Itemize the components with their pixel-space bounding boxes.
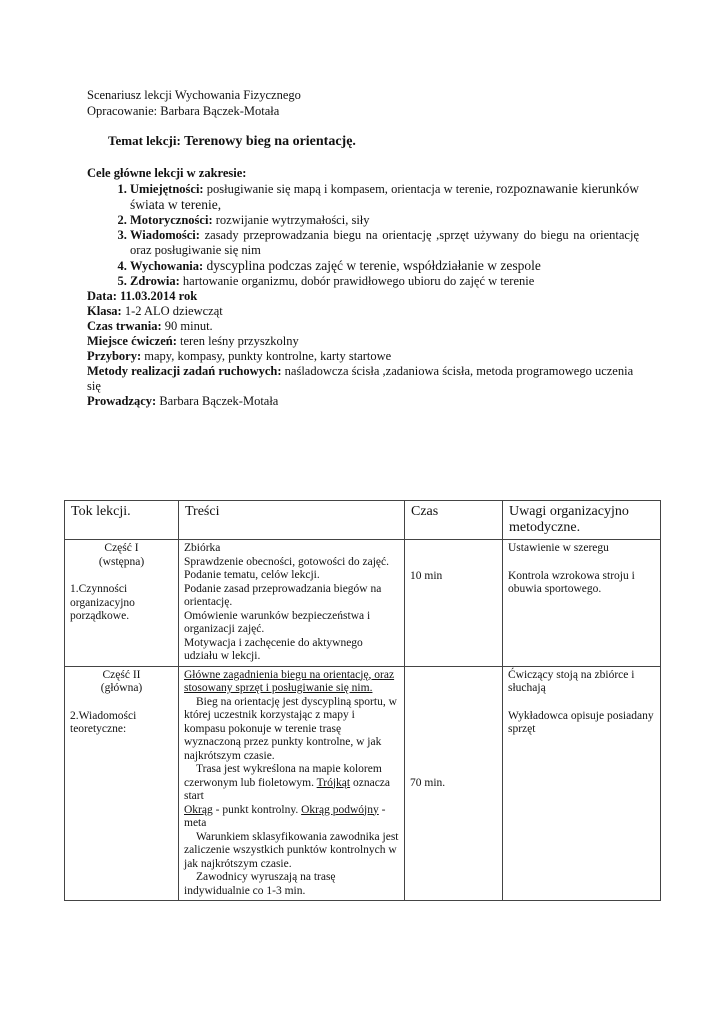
row2-time-cell — [405, 666, 503, 901]
text-run-underlined: Okrąg podwójny — [301, 803, 379, 816]
goals-list — [87, 181, 639, 289]
class-label: Klasa: — [87, 304, 122, 318]
note-line: Kontrola wzrokowa stroju i obuwia sportowego. — [508, 569, 635, 595]
note-line: Ćwiczący stoją na zbiórce i słuchają — [508, 668, 635, 694]
goal-label: Motoryczności: — [130, 213, 213, 227]
document-header — [87, 87, 301, 119]
goal-text: zasady przeprowadzania biegu na orientację ,sprzęt używany do biegu na orientację oraz posługiwanie się nim — [130, 228, 639, 257]
table-header-row — [65, 501, 661, 540]
content-heading: Główne zagadnienia biegu na orientację, oraz stosowany sprzęt i posługiwanie się nim. — [184, 668, 395, 694]
class-value: 1-2 ALO dziewcząt — [121, 304, 223, 318]
text-run: - meta — [184, 803, 386, 829]
lesson-equipment — [87, 349, 639, 364]
methods-label: Metody realizacji zadań ruchowych: — [87, 364, 282, 378]
goal-text-large: dyscyplina podczas zajęć w terenie, współdziałanie w zespole — [203, 258, 541, 273]
table-row — [65, 540, 661, 667]
row2-content-cell — [179, 666, 405, 901]
content-line: Omówienie warunków bezpieczeństwa i organizacji zajęć. — [184, 609, 371, 635]
content-paragraph — [184, 804, 399, 831]
row2-notes-cell — [503, 666, 661, 901]
part-subtitle: (główna) — [100, 682, 143, 694]
duration-value: 90 minut. — [161, 319, 213, 333]
time-value: 10 min — [410, 570, 443, 582]
row1-course-cell — [65, 540, 179, 667]
teacher-label: Prowadzący: — [87, 394, 157, 408]
text-run: Trasa jest wykreślona na mapie kolorem czerwonym lub fioletowym. — [184, 763, 382, 789]
methods-value: naśladowcza ścisła ,zadaniowa ścisła, metoda programowego uczenia się — [87, 364, 634, 393]
header-title: Scenariusz lekcji Wychowania Fizycznego — [87, 88, 301, 102]
content-paragraph — [184, 763, 399, 804]
goal-item — [130, 181, 639, 213]
content-line: Podanie zasad przeprowadzania biegów na orientację. — [184, 582, 382, 608]
part-subtitle: (wstępna) — [98, 555, 145, 568]
section-title: 1.Czynności organizacyjno porządkowe. — [70, 583, 135, 622]
header-cell-content: Treści — [179, 501, 405, 540]
table-row — [65, 666, 661, 901]
section-title: 2.Wiadomości teoretyczne: — [70, 709, 137, 735]
time-value: 70 min. — [410, 776, 446, 789]
lesson-teacher — [87, 394, 639, 409]
part-title: Część II — [102, 668, 141, 681]
header-cell-course: Tok lekcji. — [65, 501, 179, 540]
goal-text: hartowanie organizmu, dobór prawidłowego ubioru do zajęć w terenie — [179, 274, 535, 288]
goal-item — [130, 258, 639, 274]
note-line: Ustawienie w szeregu — [508, 542, 609, 554]
place-value: teren leśny przyszkolny — [176, 334, 299, 348]
content-line: Podanie tematu, celów lekcji. — [184, 569, 320, 581]
topic-value: Terenowy bieg na orientację. — [184, 134, 356, 149]
content-paragraph: Zawodnicy wyruszają na trasę indywidualnie co 1-3 min. — [184, 871, 336, 897]
goal-item — [130, 213, 639, 228]
header-cell-time: Czas — [405, 501, 503, 540]
lesson-duration — [87, 319, 639, 334]
header-cell-notes: Uwagi organizacyjno metodyczne. — [503, 501, 661, 540]
row2-course-cell — [65, 666, 179, 901]
note-line: Wykładowca opisuje posiadany sprzęt — [508, 709, 654, 735]
lesson-methods — [87, 364, 639, 394]
lesson-class — [87, 304, 639, 319]
text-run-underlined: Trójkąt — [316, 776, 351, 789]
lesson-topic — [108, 133, 356, 150]
header-author: Opracowanie: Barbara Bączek-Motała — [87, 104, 280, 118]
goal-text: rozwijanie wytrzymałości, siły — [212, 213, 370, 227]
part-title: Część I — [104, 542, 139, 554]
content-line: Zbiórka — [184, 542, 221, 554]
duration-label: Czas trwania: — [87, 319, 162, 333]
goal-text: posługiwanie się mapą i kompasem, orientacja w terenie, — [203, 182, 497, 196]
lesson-date: Data: 11.03.2014 rok — [87, 289, 198, 303]
row1-notes-cell — [503, 540, 661, 667]
lesson-place — [87, 334, 639, 349]
content-line: Sprawdzenie obecności, gotowości do zajęć. — [184, 555, 390, 568]
lesson-details — [87, 166, 639, 409]
topic-label: Temat lekcji: — [108, 133, 185, 148]
goal-label: Wiadomości: — [130, 228, 200, 242]
goal-label: Zdrowia: — [130, 274, 180, 288]
goal-item — [130, 274, 639, 289]
row1-content-cell — [179, 540, 405, 667]
equipment-label: Przybory: — [87, 349, 142, 363]
content-paragraph: Bieg na orientację jest dyscypliną sportu, w której uczestnik korzystając z mapy i kompasu pokonuje w terenie trasę wyznaczoną przez punkty kontrolne, w jak najkrótszym czasie. — [184, 695, 397, 762]
goal-text-large: rozpoznawanie kierunków świata w terenie, — [130, 181, 639, 212]
goal-label: Wychowania: — [130, 259, 204, 273]
row1-time-cell — [405, 540, 503, 667]
content-paragraph: Warunkiem sklasyfikowania zawodnika jest zaliczenie wszystkich punktów kontrolnych w jak najkrótszym czasie. — [184, 830, 399, 870]
goal-item — [130, 228, 639, 258]
goal-label: Umiejętności: — [130, 182, 204, 196]
teacher-value: Barbara Bączek-Motała — [156, 394, 279, 408]
content-line: Motywacja i zachęcenie do aktywnego udziału w lekcji. — [184, 636, 363, 662]
goals-heading: Cele główne lekcji w zakresie: — [87, 166, 247, 180]
text-run-underlined: Okrąg — [184, 803, 213, 816]
place-label: Miejsce ćwiczeń: — [87, 334, 177, 348]
text-run: oznacza start — [184, 776, 391, 802]
lesson-plan-table — [64, 500, 661, 901]
equipment-value: mapy, kompasy, punkty kontrolne, karty startowe — [141, 349, 392, 363]
text-run: - punkt kontrolny. — [212, 803, 302, 816]
